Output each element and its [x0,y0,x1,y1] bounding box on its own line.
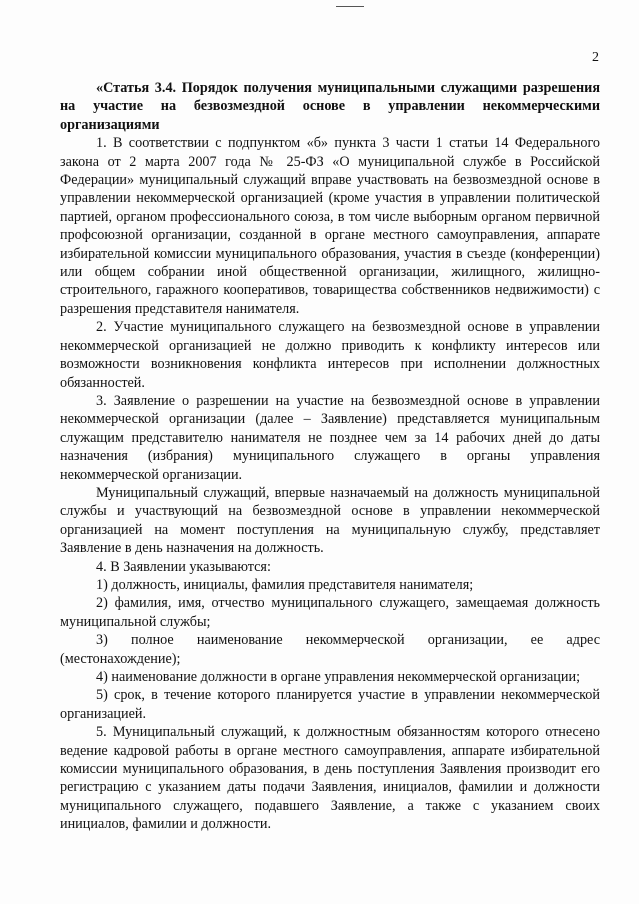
paragraph-5: 5. Муниципальный служащий, к должностным обязанностям которого отнесено ведение кадровой работы в органе местного самоуправления, аппарате избирательной комиссии муниципального образования, в день поступления Заявления производит его регистрацию с указанием даты подачи Заявления, инициалов, фамилии и должности муниципального служащего, подавшего Заявление, а также с указанием своих инициалов, фамилии и должности. [60,724,600,833]
page-number: 2 [592,50,599,65]
paragraph-3: 3. Заявление о разрешении на участие на безвозмездной основе в управлении некоммерческой организации (далее – Заявление) представляется муниципальным служащим представителю нанимателя не позднее чем за 14 рабочих дней до даты назначения (избрания) муниципального служащего в органы управления некоммерческой организации. [60,392,600,483]
scan-mark [336,6,364,7]
document-body [60,79,600,834]
paragraph-3-note: Муниципальный служащий, впервые назначаемый на должность муниципальной службы и участвующий на безвозмездной основе в управлении некоммерческой организацией на момент поступления на муниципальную службу, представляет Заявление в день назначения на должность. [60,484,600,557]
paragraph-2: 2. Участие муниципального служащего на безвозмездной основе в управлении некоммерческой организацией не должно приводить к конфликту интересов или возможности возникновения конфликта интересов при исполнении должностных обязанностей. [60,319,600,391]
list-item-3: 3) полное наименование некоммерческой организации, ее адрес (местонахождение); [60,632,600,667]
list-item-1: 1) должность, инициалы, фамилия представителя нанимателя; [96,576,474,593]
list-item-5: 5) срок, в течение которого планируется участие в управлении некоммерческой организацией. [60,687,600,722]
paragraph-4: 4. В Заявлении указываются: [96,558,271,575]
list-item-4: 4) наименование должности в органе управления некоммерческой организации; [96,669,581,685]
paragraph-1: 1. В соответствии с подпунктом «б» пункта 3 части 1 статьи 14 Федерального закона от 2 марта 2007 года № 25-ФЗ «О муниципальной службе в Российской Федерации» муниципальный служащий вправе участвовать на безвозмездной основе в управлении некоммерческой организацией (кроме участия в управлении политической партией, органом профессионального союза, в том числе выборным органом первичной профсоюзной организации, созданной в органе местного самоуправления, аппарате избирательной комиссии муниципального образования, участия в съезде (конференции) или общем собрании иной общественной организации, жилищного, жилищно-строительного, гаражного кооперативов, товарищества собственников недвижимости) с разрешения представителя нанимателя. [60,135,600,317]
list-item-2: 2) фамилия, имя, отчество муниципального служащего, замещаемая должность муниципальной службы; [60,595,600,630]
article-title: «Статья 3.4. Порядок получения муниципальными служащими разрешения на участие на безвозмездной основе в управлении некоммерческими организациями [60,80,600,133]
